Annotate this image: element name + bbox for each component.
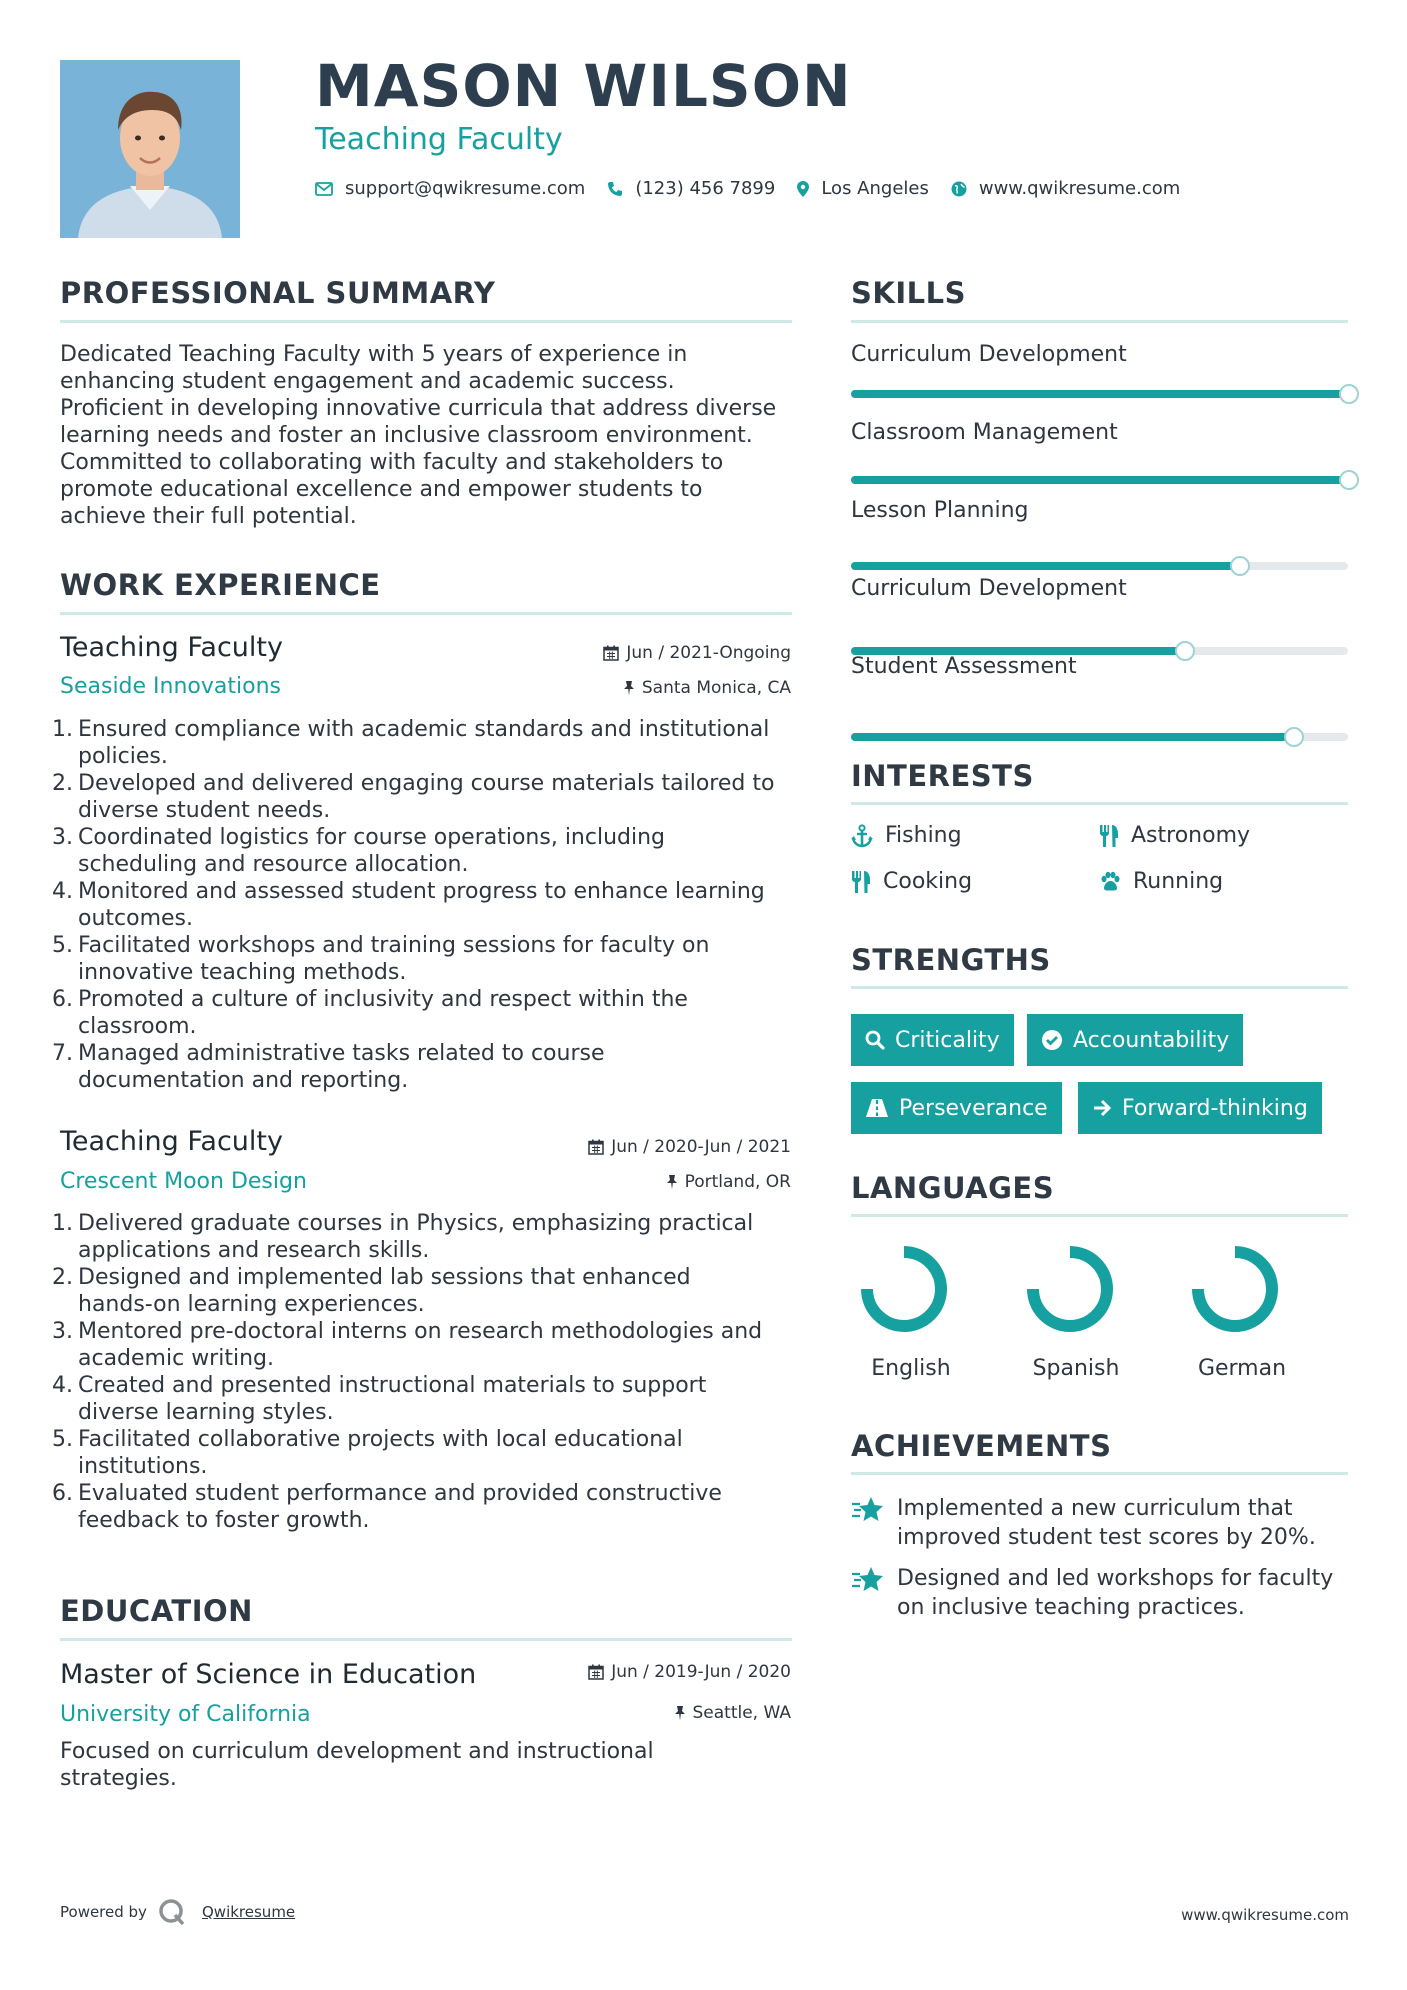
arrow-right-icon (1092, 1098, 1112, 1118)
job-title: Teaching Faculty (60, 632, 283, 663)
skill-bar-fill (851, 733, 1293, 741)
profile-photo (60, 60, 240, 238)
interest-label: Cooking (883, 869, 973, 894)
list-item: 3. Coordinated logistics for course operations, including scheduling and resource allocation. (52, 825, 666, 877)
phone-icon (607, 181, 623, 197)
language-gauge (859, 1244, 949, 1334)
interest-item (1099, 823, 1250, 848)
education-date (588, 1662, 791, 1682)
language-label: German (1197, 1356, 1287, 1381)
job-company: Seaside Innovations (60, 674, 281, 699)
job-date-text: Jun / 2020-Jun / 2021 (611, 1137, 791, 1157)
list-item: 4. Created and presented instructional materials to support diverse learning styles. (52, 1373, 707, 1425)
language-label: Spanish (1032, 1356, 1120, 1381)
experience-heading: WORK EXPERIENCE (60, 568, 381, 602)
education-date-text: Jun / 2019-Jun / 2020 (611, 1662, 791, 1682)
strength-badge (1027, 1014, 1243, 1066)
skill-bar-fill (851, 476, 1348, 484)
language-gauge (1190, 1244, 1280, 1334)
contact-location (797, 178, 929, 199)
skill-bar (851, 733, 1348, 741)
language-gauge (1025, 1244, 1115, 1334)
list-item: 6. Evaluated student performance and provided constructive feedback to foster growth. (52, 1481, 722, 1533)
road-icon (865, 1098, 889, 1118)
education-heading: EDUCATION (60, 1594, 253, 1628)
strengths-divider (851, 986, 1348, 989)
list-item: 2. Designed and implemented lab sessions that enhanced hands-on learning experiences. (52, 1265, 691, 1317)
skill-bar-fill (851, 390, 1348, 398)
interest-label: Fishing (885, 823, 962, 848)
skill-label: Classroom Management (851, 420, 1118, 445)
job-responsibilities (52, 1210, 800, 1534)
languages-divider (851, 1214, 1348, 1217)
interest-item (1099, 869, 1223, 894)
skill-label: Student Assessment (851, 654, 1077, 679)
envelope-icon (315, 182, 333, 196)
degree-title: Master of Science in Education (60, 1659, 477, 1690)
search-icon (865, 1030, 885, 1050)
skill-bar (851, 476, 1348, 484)
achievements-divider (851, 1472, 1348, 1475)
location-text: Los Angeles (821, 178, 929, 199)
experience-divider (60, 612, 792, 615)
summary-line: Dedicated Teaching Faculty with 5 years of experience in (60, 342, 688, 367)
school-name: University of California (60, 1702, 311, 1727)
education-location-text: Seattle, WA (692, 1703, 791, 1723)
phone-text: (123) 456 7899 (635, 178, 776, 199)
strength-label: Accountability (1073, 1027, 1230, 1053)
summary-heading: PROFESSIONAL SUMMARY (60, 276, 496, 310)
powered-by-text: Powered by (60, 1903, 147, 1921)
contact-bar (315, 178, 1202, 199)
language-gauge-arc (867, 1252, 941, 1326)
education-location (674, 1703, 792, 1723)
summary-line: achieve their full potential. (60, 504, 357, 529)
candidate-name: MASON WILSON (315, 52, 852, 120)
interest-item (851, 823, 962, 848)
skill-label: Lesson Planning (851, 498, 1029, 523)
utensils-icon (1099, 824, 1119, 848)
education-divider (60, 1638, 792, 1641)
strengths-heading: STRENGTHS (851, 943, 1051, 977)
list-item: 5. Facilitated workshops and training sessions for faculty on innovative teaching methods. (52, 933, 710, 985)
list-item: 3. Mentored pre-doctoral interns on research methodologies and academic writing. (52, 1319, 763, 1371)
list-item: 5. Facilitated collaborative projects with local educational institutions. (52, 1427, 683, 1479)
contact-email[interactable] (315, 178, 585, 199)
interests-heading: INTERESTS (851, 759, 1034, 793)
interests-divider (851, 802, 1348, 805)
summary-line: learning needs and foster an inclusive classroom environment. (60, 423, 753, 448)
list-item: 6. Promoted a culture of inclusivity and respect within the classroom. (52, 987, 688, 1039)
interest-item (851, 869, 972, 894)
strength-label: Criticality (895, 1027, 1000, 1053)
job-date (603, 643, 791, 663)
qwikresume-logo-icon (158, 1898, 186, 1926)
language-gauge-arc (1198, 1252, 1272, 1326)
qwikresume-link[interactable]: Qwikresume (202, 1903, 296, 1921)
email-text: support@qwikresume.com (345, 178, 586, 199)
calendar-icon (588, 1664, 604, 1680)
star-icon (851, 1566, 885, 1594)
education-description: Focused on curriculum development and instructional strategies. (60, 1739, 654, 1791)
candidate-title: Teaching Faculty (315, 122, 563, 157)
job-responsibilities (52, 716, 800, 1094)
paw-icon (1099, 871, 1121, 893)
list-item: 2. Developed and delivered engaging course materials tailored to diverse student needs. (52, 771, 775, 823)
skill-bar-knob (1284, 727, 1304, 747)
skill-bar (851, 390, 1348, 398)
list-item: 4. Monitored and assessed student progress to enhance learning outcomes. (52, 879, 765, 931)
star-icon (851, 1496, 885, 1524)
skills-divider (851, 320, 1348, 323)
strength-badge (851, 1082, 1062, 1134)
contact-phone[interactable] (607, 178, 775, 199)
utensils-icon (851, 870, 871, 894)
summary-line: Committed to collaborating with faculty and stakeholders to (60, 450, 724, 475)
pin-icon (666, 1174, 678, 1190)
strength-badge (851, 1014, 1014, 1066)
strength-badge (1078, 1082, 1322, 1134)
job-date (588, 1137, 791, 1157)
map-pin-icon (797, 181, 809, 197)
skill-label: Curriculum Development (851, 576, 1127, 601)
summary-line: enhancing student engagement and academic success. (60, 369, 675, 394)
language-gauge-arc (1033, 1252, 1107, 1326)
skill-bar-knob (1339, 384, 1359, 404)
skill-bar-knob (1339, 470, 1359, 490)
skill-bar (851, 562, 1348, 570)
skill-label: Curriculum Development (851, 342, 1127, 367)
strength-label: Perseverance (899, 1095, 1048, 1121)
language-label: English (871, 1356, 951, 1381)
check-circle-icon (1041, 1029, 1063, 1051)
list-item: 7. Managed administrative tasks related to course documentation and reporting. (52, 1041, 605, 1093)
summary-divider (60, 320, 792, 323)
languages-heading: LANGUAGES (851, 1171, 1055, 1205)
job-location (666, 1172, 791, 1192)
job-location (623, 678, 791, 698)
achievements-heading: ACHIEVEMENTS (851, 1429, 1112, 1463)
website-text: www.qwikresume.com (978, 178, 1181, 199)
skill-bar-knob (1230, 556, 1250, 576)
skill-bar-fill (851, 562, 1239, 570)
contact-website[interactable] (951, 178, 1180, 199)
calendar-icon (603, 645, 619, 661)
job-title: Teaching Faculty (60, 1126, 283, 1157)
footer-website[interactable]: www.qwikresume.com (1181, 1906, 1349, 1924)
pin-icon (623, 680, 635, 696)
globe-icon (951, 181, 967, 197)
interest-label: Running (1133, 869, 1224, 894)
anchor-icon (851, 824, 873, 848)
pin-icon (674, 1705, 686, 1721)
job-location-text: Portland, OR (684, 1172, 791, 1192)
interest-label: Astronomy (1131, 823, 1251, 848)
achievement-item: Designed and led workshops for faculty on inclusive teaching practices. (851, 1564, 1351, 1622)
summary-line: Proficient in developing innovative curricula that address diverse (60, 396, 777, 421)
skills-heading: SKILLS (851, 276, 966, 310)
job-location-text: Santa Monica, CA (641, 678, 791, 698)
list-item: 1. Delivered graduate courses in Physics, emphasizing practical applications and research skills. (52, 1211, 754, 1263)
summary-line: promote educational excellence and empower students to (60, 477, 703, 502)
achievement-item: Implemented a new curriculum that improved student test scores by 20%. (851, 1494, 1351, 1552)
skill-bar-knob (1175, 641, 1195, 661)
list-item: 1. Ensured compliance with academic standards and institutional policies. (52, 717, 770, 769)
strength-label: Forward-thinking (1122, 1095, 1308, 1121)
job-date-text: Jun / 2021-Ongoing (626, 643, 791, 663)
job-company: Crescent Moon Design (60, 1169, 307, 1194)
summary-text (60, 341, 800, 530)
calendar-icon (588, 1139, 604, 1155)
